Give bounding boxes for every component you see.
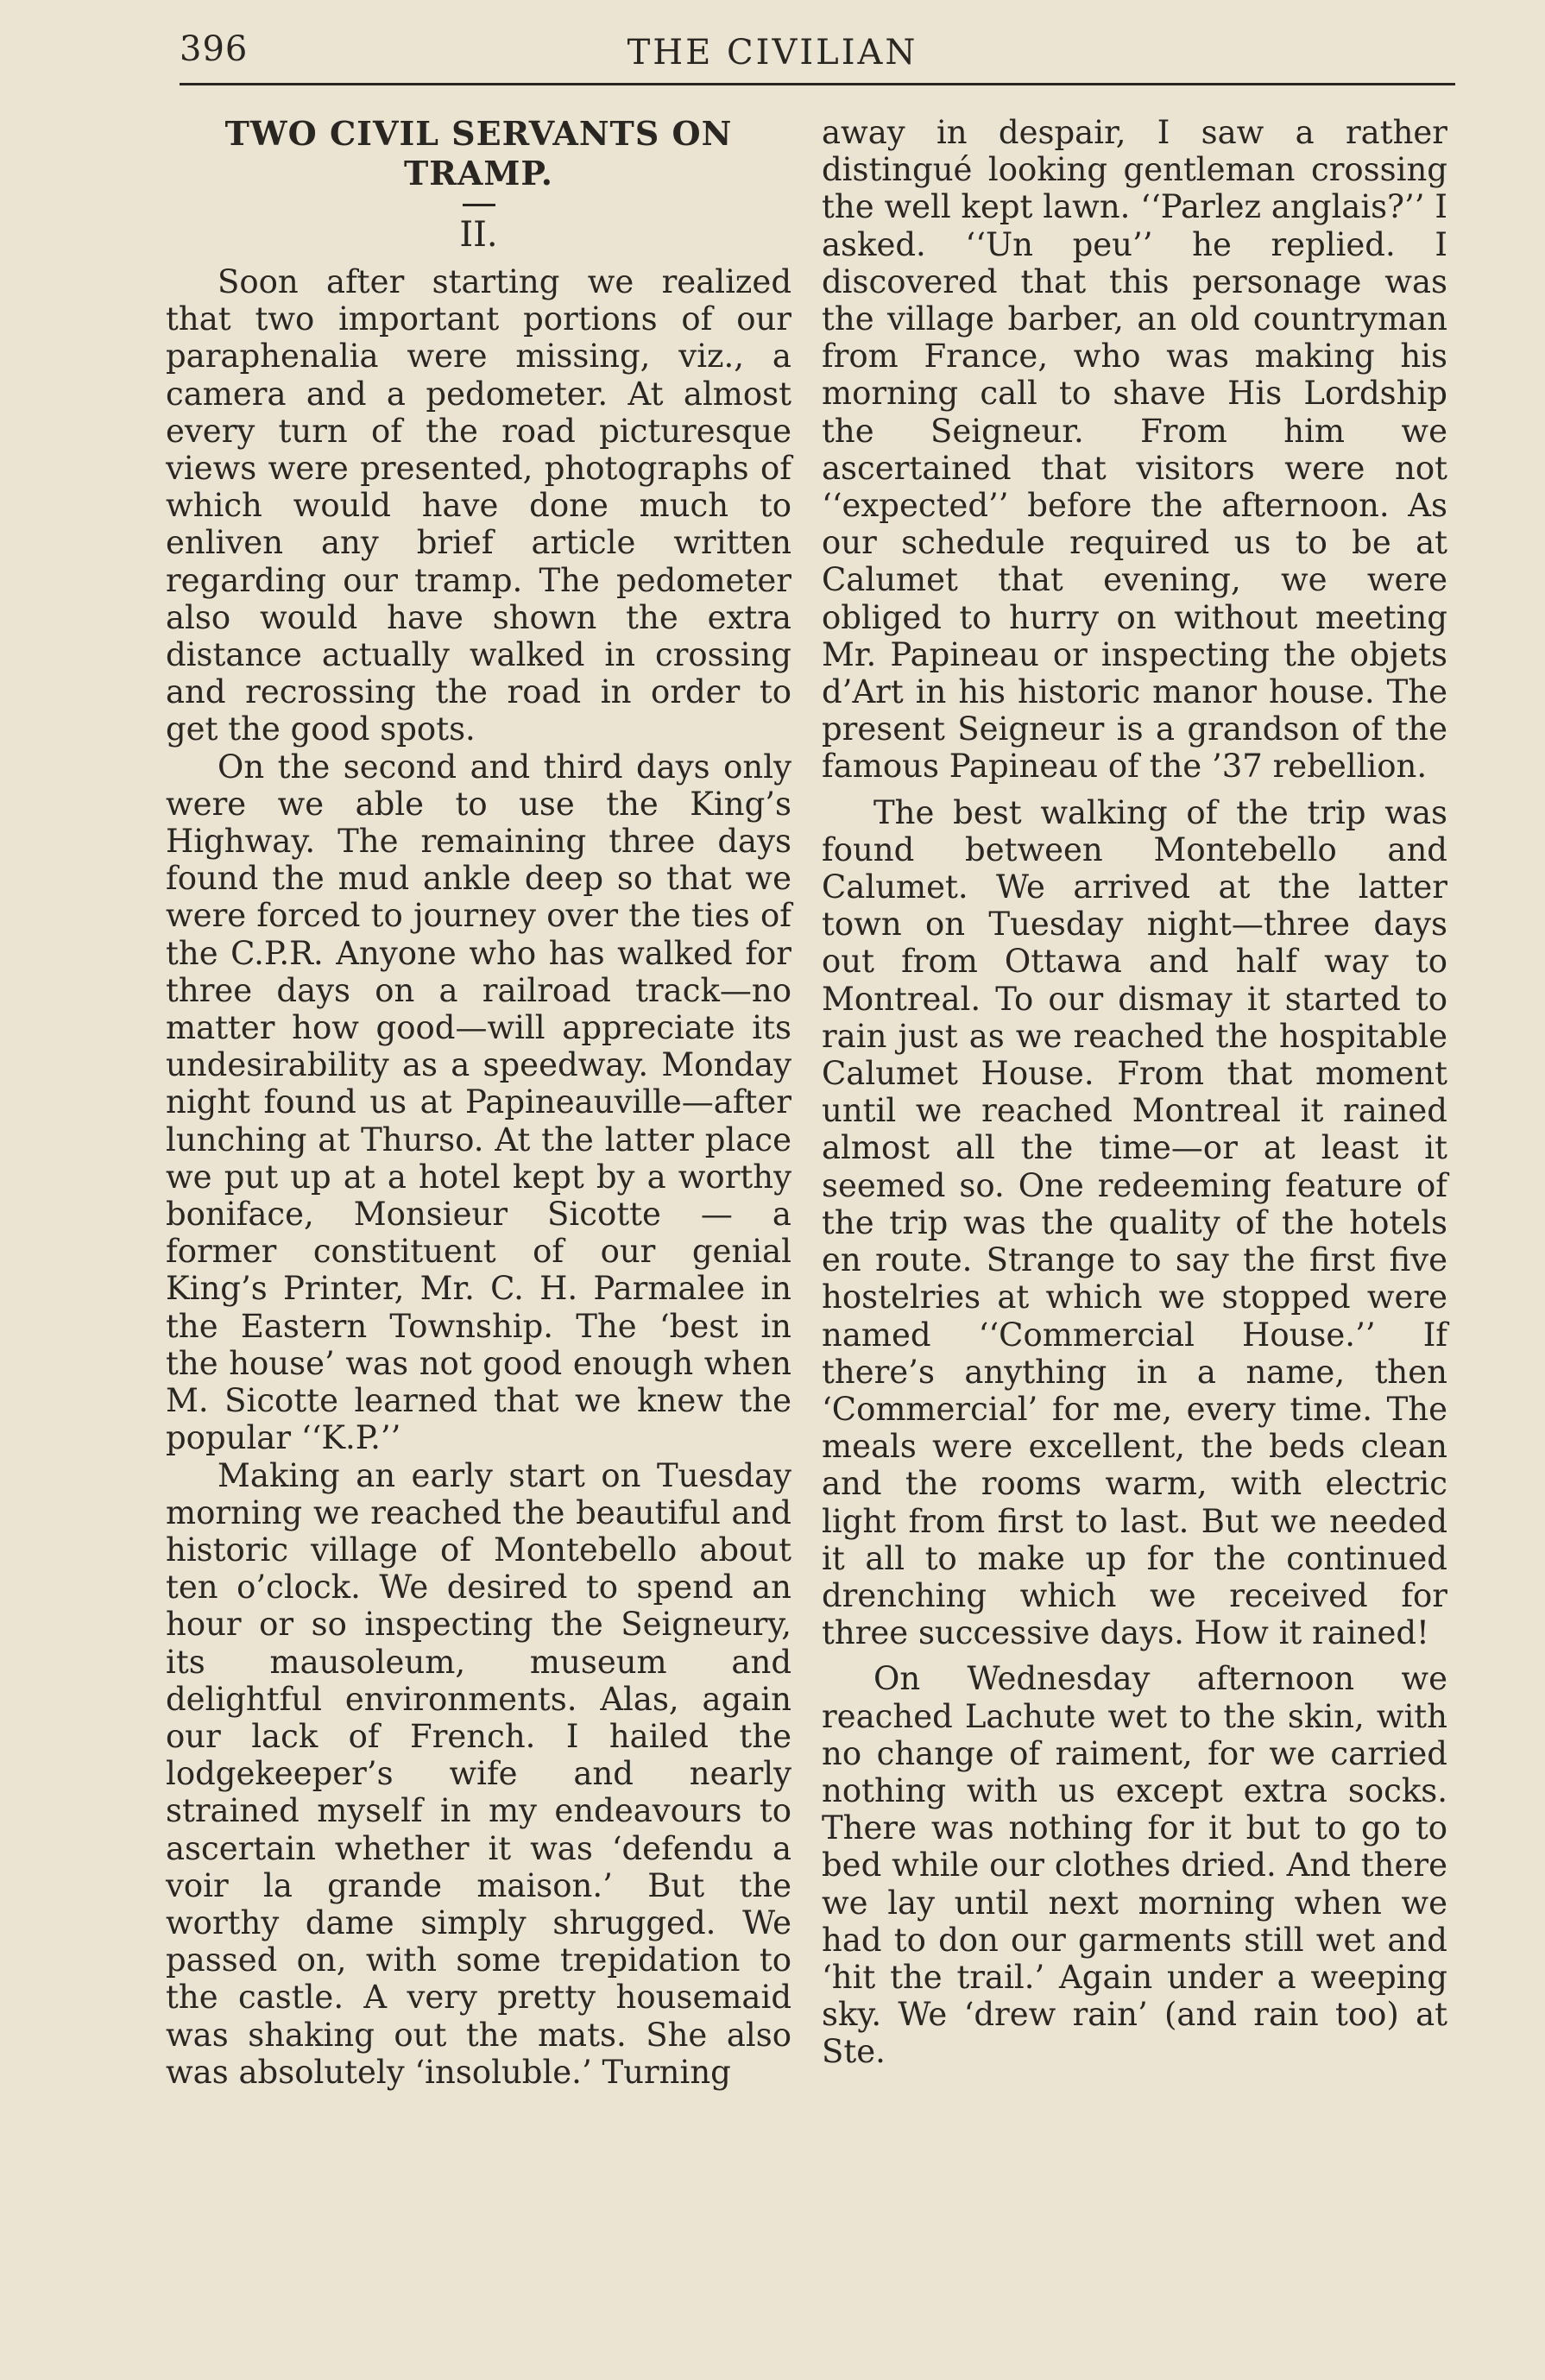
paragraph: On the second and third days only were we able to use the King’s Highway. The remaining three days found the mud ankle deep so that we were forced to journey over the ties of the C.P.R. Anyone who has walked for three days on a railroad track—no matter how good—will appreciate its undesirability as a speedway. Monday night found us at Papineauville—after lunching at Thurso. At the latter place we put up at a hotel kept by a worthy boniface, Monsieur Sicotte — a former constituent of our genial King’s Printer, Mr. C. H. Parmalee in the Eastern Township. The ‘best in the house’ was not good enough when M. Sicotte learned that we knew the popular ‘‘K.P.’’ xyxy=(166,748,791,1457)
page-number: 396 xyxy=(180,29,249,69)
paragraph: On Wednesday afternoon we reached Lachute wet to the skin, with no change of raiment, for we carried nothing with us except extra socks. There was nothing for it but to go to bed while our clothes dried. And there we lay until next morning when we had to don our garments still wet and ‘hit the trail.’ Again under a weeping sky. We ‘drew rain’ (and rain too) at Ste. xyxy=(822,1660,1447,2071)
part-number: II. xyxy=(459,215,498,255)
paragraph: Making an early start on Tuesday morning we reached the beautiful and historic village of Montebello about ten o’clock. We desired to spend an hour or so inspecting the Seigneury, its mausoleum, museum and delightful environments. Alas, again our lack of French. I hailed the lodgekeeper’s wife and nearly strained myself in my endeavours to ascertain whether it was ‘defendu a voir la grande maison.’ But the worthy dame simply shrugged. We passed on, with some trepidation to the castle. A very pretty housemaid was shaking out the mats. She also was absolutely ‘insoluble.’ Turning xyxy=(166,1456,791,2091)
paragraph: away in despair, I saw a rather distingué looking gentleman crossing the well kept lawn. ‘‘Parlez anglais?’’ I asked. ‘‘Un peu’’ he replied. I discovered that this personage was the village barber, an old countryman from France, who was making his morning call to shave His Lordship the Seigneur. From him we ascertained that visitors were not ‘‘expected’’ before the afternoon. As our schedule required us to be at Calumet that evening, we were obliged to hurry on without meeting Mr. Papineau or inspecting the objets d’Art in his historic manor house. The present Seigneur is a grandson of the famous Papineau of the ’37 rebellion. xyxy=(822,114,1447,786)
header-rule xyxy=(180,83,1455,85)
running-title: THE CIVILIAN xyxy=(627,33,918,73)
right-column xyxy=(822,114,1447,2071)
paragraph: The best walking of the trip was found between Montebello and Calumet. We arrived at the latter town on Tuesday night—three days out from Ottawa and half way to Montreal. To our dismay it started to rain just as we reached the hospitable Calumet House. From that moment until we reached Montreal it rained almost all the time—or at least it seemed so. One redeeming feature of the trip was the quality of the hotels en route. Strange to say the first five hostelries at which we stopped were named ‘‘Commercial House.’’ If there’s anything in a name, then ‘Commercial’ for me, every time. The meals were excellent, the beds clean and the rooms warm, with electric light from first to last. But we needed it all to make up for the continued drenching which we received for three successive days. How it rained! xyxy=(822,793,1447,1652)
left-column xyxy=(166,114,791,2091)
title-rule xyxy=(463,204,495,206)
paragraph: Soon after starting we realized that two important portions of our paraphenalia were missing, viz., a camera and a pedometer. At almost every turn of the road picturesque views were presented, photographs of which would have done much to enliven any brief article written regarding our tramp. The pedometer also would have shown the extra distance actually walked in crossing and recrossing the road in order to get the good spots. xyxy=(166,263,791,748)
article-title: TWO CIVIL SERVANTS ON TRAMP. xyxy=(224,114,733,193)
